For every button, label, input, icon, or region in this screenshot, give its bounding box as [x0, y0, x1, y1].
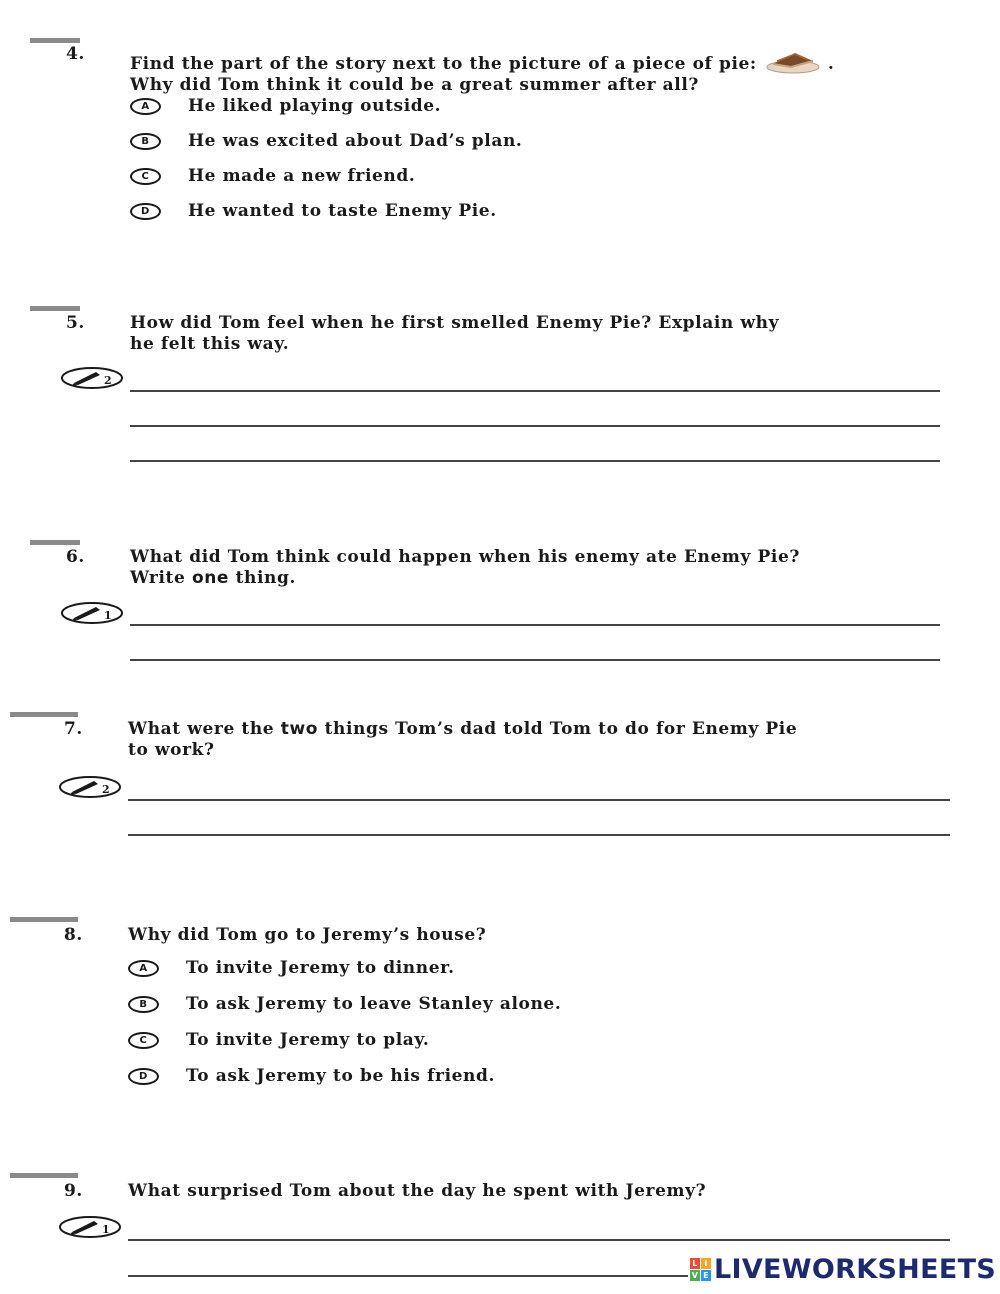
answer-option-c[interactable]: [130, 166, 415, 186]
pencil-points-icon: [60, 601, 124, 625]
pie-slice-icon: [765, 49, 821, 75]
answer-option-b[interactable]: [128, 994, 561, 1014]
answer-text: To ask Jeremy to leave Stanley alone.: [186, 994, 562, 1014]
answer-text: He liked playing outside.: [188, 96, 442, 116]
logo-mark-tile: L: [690, 1258, 700, 1269]
question-number: 5.: [66, 313, 85, 333]
question-text-part: thing.: [229, 568, 297, 588]
answer-option-b[interactable]: [130, 131, 522, 151]
answer-option-a[interactable]: [128, 958, 455, 978]
question-marker-bar: [30, 38, 80, 43]
question-text-end: .: [827, 54, 835, 74]
question-number: 7.: [64, 719, 83, 739]
answer-line[interactable]: [130, 425, 940, 427]
answer-bubble[interactable]: D: [128, 1068, 159, 1085]
points-value: 2: [104, 374, 112, 387]
answer-line[interactable]: [130, 624, 940, 626]
answer-line[interactable]: [130, 460, 940, 462]
question-number: 6.: [66, 547, 85, 567]
question-number: 4.: [66, 44, 85, 64]
question-number: 8.: [64, 925, 83, 945]
logo-mark-icon: [690, 1258, 711, 1281]
question-text-part: things Tom’s dad told Tom to do for Enemy Pie: [318, 719, 798, 739]
answer-line[interactable]: [128, 1239, 950, 1241]
logo-mark-tile: I: [701, 1258, 711, 1269]
answer-text: To invite Jeremy to play.: [186, 1030, 430, 1050]
answer-line[interactable]: [130, 390, 940, 392]
question-text-line: How did Tom feel when he first smelled Enemy Pie? Explain why: [130, 313, 780, 333]
question-text: [130, 43, 980, 96]
question-text: [128, 719, 998, 761]
liveworksheets-logo: [690, 1254, 996, 1285]
answer-line[interactable]: [128, 834, 950, 836]
answer-text: He wanted to taste Enemy Pie.: [188, 201, 497, 221]
answer-bubble[interactable]: C: [128, 1032, 159, 1049]
points-value: 1: [104, 609, 112, 622]
answer-text: He made a new friend.: [188, 166, 416, 186]
question-text-part: What were the: [128, 719, 281, 739]
question-marker-bar: [10, 917, 78, 922]
answer-option-d[interactable]: [130, 201, 497, 221]
question-text-line: to work?: [128, 740, 215, 760]
answer-option-d[interactable]: [128, 1066, 495, 1086]
question-text-line: What surprised Tom about the day he spent with Jeremy?: [128, 1181, 707, 1201]
pencil-points-icon: [58, 775, 122, 799]
question-text-line: Why did Tom think it could be a great summer after all?: [130, 75, 699, 95]
question-text-part: Write: [130, 568, 192, 588]
answer-line[interactable]: [128, 799, 950, 801]
answer-text: To ask Jeremy to be his friend.: [186, 1066, 496, 1086]
points-value: 2: [102, 783, 110, 796]
answer-option-a[interactable]: [130, 96, 441, 116]
question-text: [130, 313, 980, 355]
answer-line[interactable]: [128, 1275, 688, 1277]
answer-bubble[interactable]: B: [130, 133, 161, 150]
question-marker-bar: [10, 712, 78, 717]
logo-mark-tile: E: [701, 1270, 711, 1281]
pencil-points-icon: [60, 366, 124, 390]
answer-bubble[interactable]: D: [130, 203, 161, 220]
logo-text: LIVEWORKSHEETS: [714, 1254, 997, 1285]
emphasis-word: two: [280, 719, 319, 739]
question-text-line: he felt this way.: [130, 334, 290, 354]
question-number: 9.: [64, 1181, 83, 1201]
answer-bubble[interactable]: C: [130, 168, 161, 185]
pencil-points-icon: [58, 1215, 122, 1239]
question-text: [128, 1181, 988, 1202]
question-marker-bar: [30, 306, 80, 311]
answer-bubble[interactable]: A: [130, 98, 161, 115]
answer-bubble[interactable]: B: [128, 996, 159, 1013]
question-text: [128, 925, 988, 946]
answer-line[interactable]: [130, 659, 940, 661]
question-marker-bar: [30, 540, 80, 545]
question-text-line: Why did Tom go to Jeremy’s house?: [128, 925, 487, 945]
question-text-line: Find the part of the story next to the picture of a piece of pie:: [130, 54, 757, 74]
answer-option-c[interactable]: [128, 1030, 429, 1050]
logo-mark-tile: V: [691, 1271, 699, 1280]
answer-text: He was excited about Dad’s plan.: [188, 131, 523, 151]
question-text-line: What did Tom think could happen when his enemy ate Enemy Pie?: [130, 547, 800, 567]
answer-text: To invite Jeremy to dinner.: [186, 958, 455, 978]
emphasis-word: one: [191, 568, 230, 588]
answer-bubble[interactable]: A: [128, 960, 159, 977]
points-value: 1: [102, 1223, 110, 1236]
question-marker-bar: [10, 1173, 78, 1178]
question-text: [130, 547, 990, 589]
